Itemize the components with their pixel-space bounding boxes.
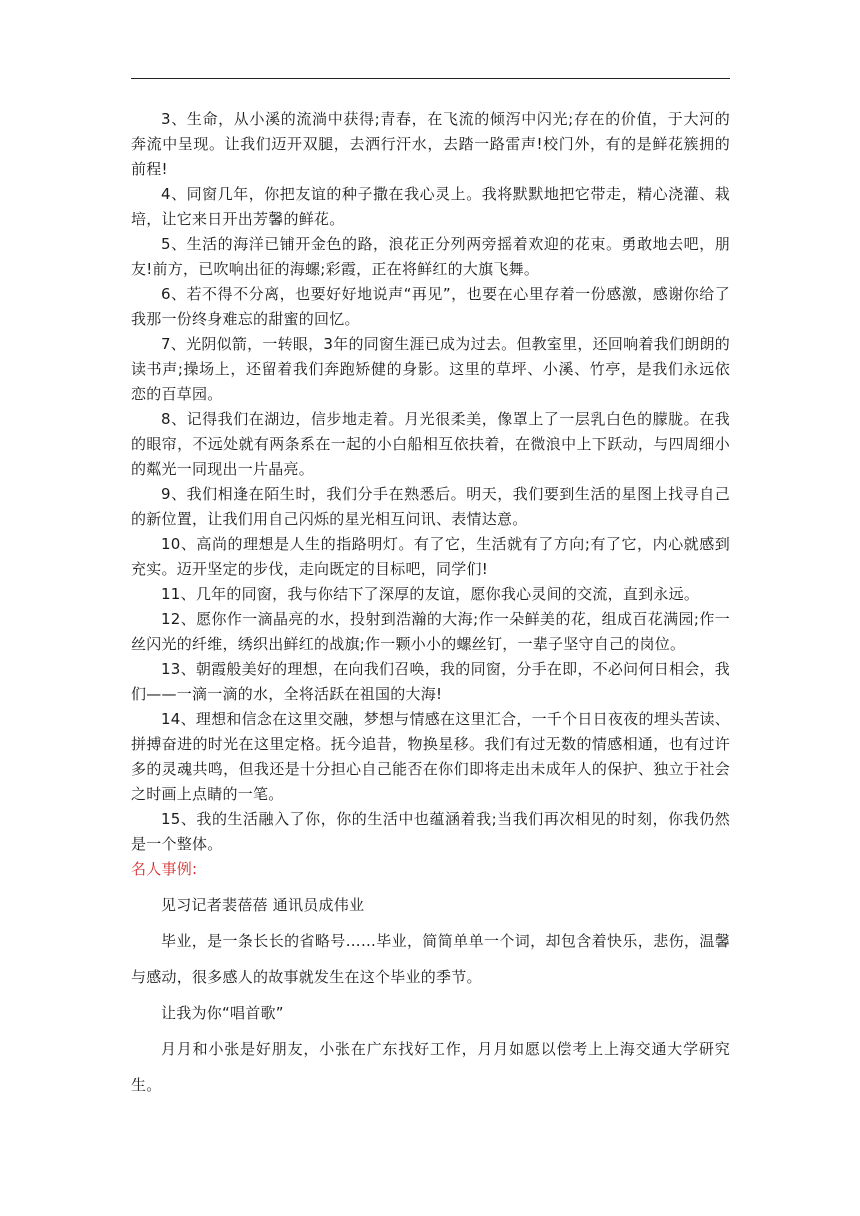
paragraph-item-12: 12、愿你作一滴晶亮的水，投射到浩瀚的大海;作一朵鲜美的花，组成百花满园;作一丝闪光的纤维，绣织出鲜红的战旗;作一颗小小的螺丝钉，一辈子坚守自己的岗位。: [131, 610, 730, 653]
document-body: [131, 107, 730, 1103]
story-paragraph: 月月和小张是好朋友，小张在广东找好工作，月月如愿以偿考上上海交通大学研究生。: [131, 1040, 730, 1094]
paragraph-item-10: 10、高尚的理想是人生的指路明灯。有了它，生活就有了方向;有了它，内心就感到充实。迈开坚定的步伐，走向既定的目标吧，同学们!: [131, 535, 730, 578]
header-rule: [131, 78, 730, 79]
paragraph-item-15: 15、我的生活融入了你，你的生活中也蕴涵着我;当我们再次相见的时刻，你我仍然是一个整体。: [131, 810, 730, 853]
byline: 见习记者裴蓓蓓 通讯员成伟业: [161, 896, 365, 914]
paragraph-item-5: 5、生活的海洋已铺开金色的路，浪花正分列两旁摇着欢迎的花束。勇敢地去吧，朋友!前方，已吹响出征的海螺;彩霞，正在将鲜红的大旗飞舞。: [131, 235, 730, 278]
paragraph-item-9: 9、我们相逢在陌生时，我们分手在熟悉后。明天，我们要到生活的星图上找寻自己的新位置，让我们用自己闪烁的星光相互问讯、表情达意。: [131, 485, 730, 528]
paragraph-item-3: 3、生命，从小溪的流淌中获得;青春，在飞流的倾泻中闪光;存在的价值，于大河的奔流中呈现。让我们迈开双腿，去洒行汗水，去踏一路雷声!校门外，有的是鲜花簇拥的前程!: [131, 110, 730, 178]
section-heading: 名人事例:: [131, 860, 198, 878]
paragraph-item-4: 4、同窗几年，你把友谊的种子撒在我心灵上。我将默默地把它带走，精心浇灌、栽培，让它来日开出芳馨的鲜花。: [131, 185, 730, 228]
paragraph-item-14: 14、理想和信念在这里交融，梦想与情感在这里汇合，一千个日日夜夜的埋头苦读、拼搏奋进的时光在这里定格。抚今追昔，物换星移。我们有过无数的情感相通，也有过许多的灵魂共鸣，但我还是十分担心自己能否在你们即将走出未成年人的保护、独立于社会之时画上点睛的一笔。: [131, 710, 730, 803]
paragraph-item-7: 7、光阴似箭，一转眼，3年的同窗生涯已成为过去。但教室里，还回响着我们朗朗的读书声;操场上，还留着我们奔跑矫健的身影。这里的草坪、小溪、竹亭，是我们永远依恋的百草园。: [131, 335, 730, 403]
paragraph-item-13: 13、朝霞般美好的理想，在向我们召唤，我的同窗，分手在即，不必问何日相会，我们——一滴一滴的水，全将活跃在祖国的大海!: [131, 660, 730, 703]
paragraph-item-8: 8、记得我们在湖边，信步地走着。月光很柔美，像罩上了一层乳白色的朦胧。在我的眼帘，不远处就有两条系在一起的小白船相互依扶着，在微浪中上下跃动，与四周细小的粼光一同现出一片晶亮。: [131, 410, 730, 478]
paragraph-item-11: 11、几年的同窗，我与你结下了深厚的友谊，愿你我心灵间的交流，直到永远。: [161, 585, 700, 603]
subtitle: 让我为你“唱首歌”: [161, 1004, 284, 1022]
paragraph-item-6: 6、若不得不分离，也要好好地说声“再见”，也要在心里存着一份感激，感谢你给了我那一份终身难忘的甜蜜的回忆。: [131, 285, 730, 328]
intro-paragraph: 毕业，是一条长长的省略号……毕业，简简单单一个词，却包含着快乐，悲伤，温馨与感动，很多感人的故事就发生在这个毕业的季节。: [131, 932, 730, 986]
